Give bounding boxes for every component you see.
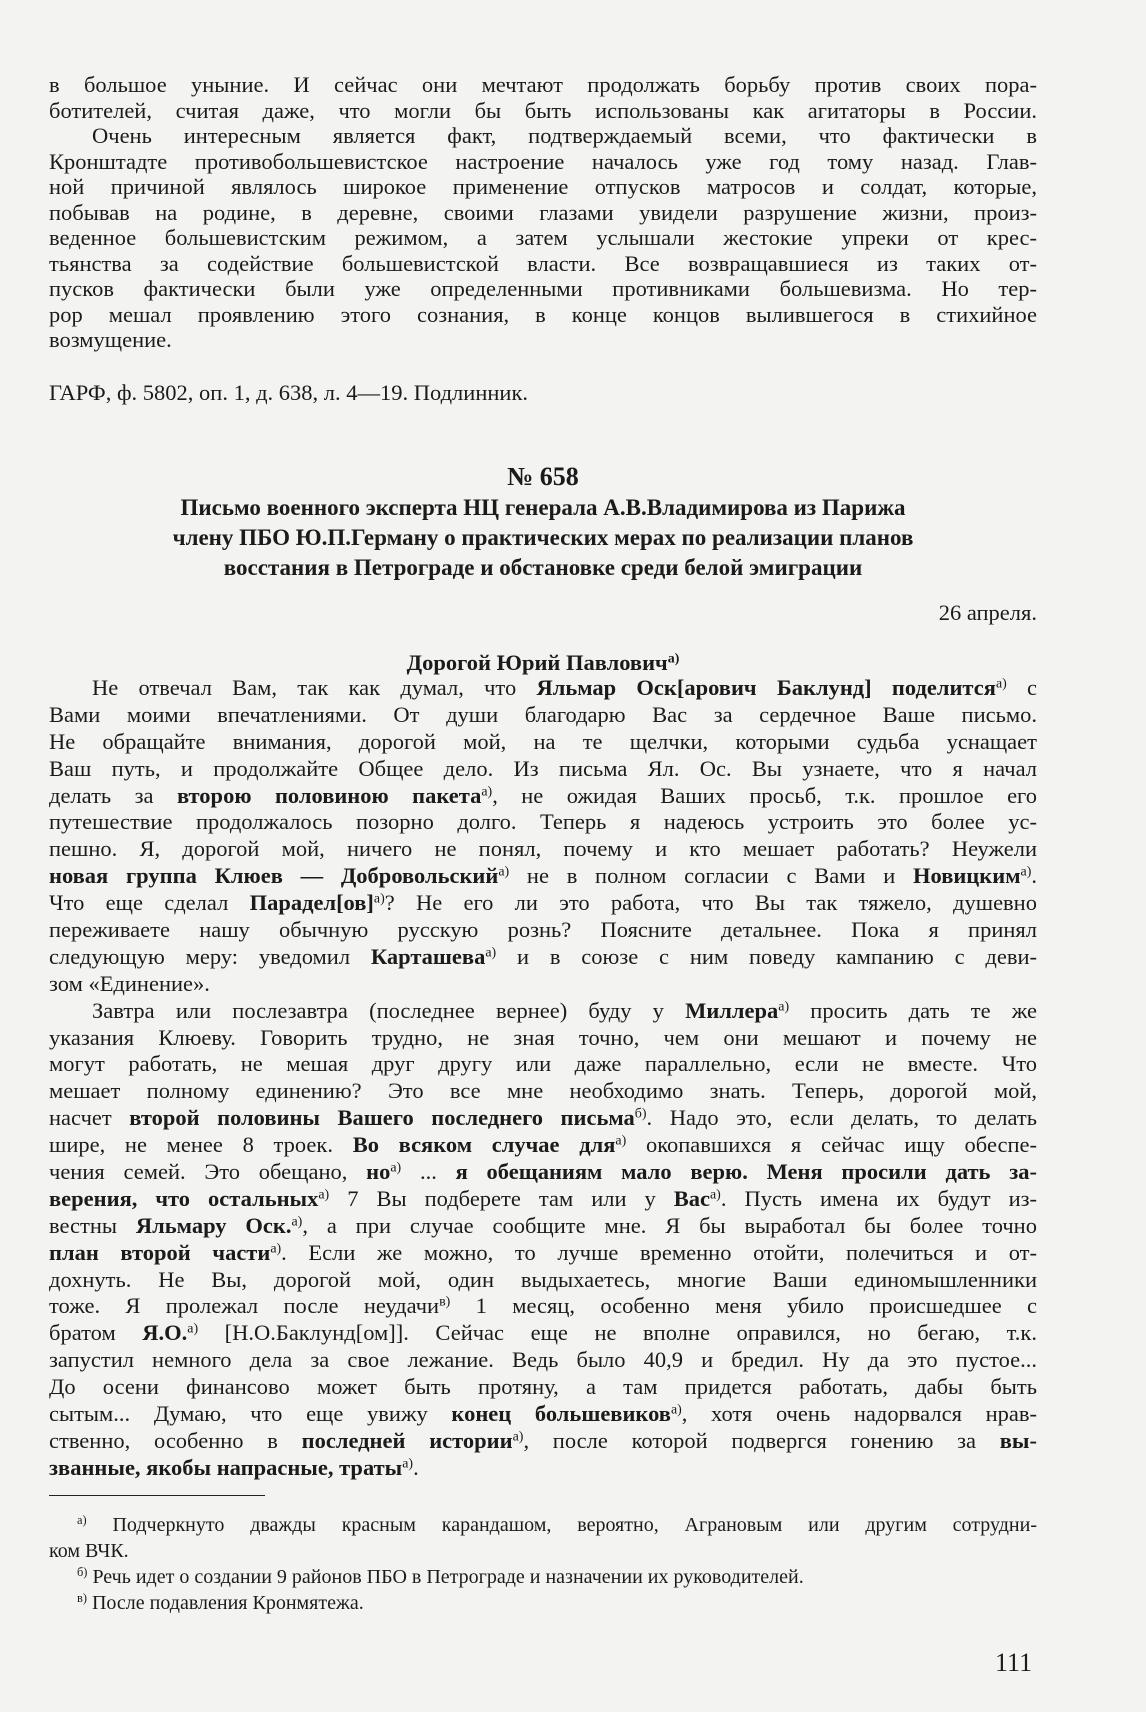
text-run: . Если же можно, то лучше временно отойти, полечиться и от- — [281, 1239, 1037, 1265]
text-line — [49, 225, 1037, 251]
text-run: не в полном согласии с Вами и — [509, 863, 913, 889]
text-run: переживаете нашу обычную русскую рознь? Поясните детальнее. Пока я принял — [49, 917, 1037, 943]
text-run: . — [413, 1454, 419, 1480]
text-run: ком ВЧК. — [49, 1540, 129, 1562]
text-run: , а при случае сообщите мне. Я бы выработал бы более точно — [302, 1212, 1037, 1238]
text-run: зом «Единение». — [49, 970, 210, 996]
text-run: пешно. Я, дорогой мой, ничего не понял, почему и кто мешает работать? Неужели — [49, 836, 1037, 862]
bold-text-run: но — [366, 1159, 391, 1185]
text-run: Завтра или послезавтра (последнее вернее) буду у — [92, 997, 686, 1023]
archival-source: ГАРФ, ф. 5802, оп. 1, д. 638, л. 4—19. Подлинник. — [49, 380, 529, 405]
text-line — [49, 1455, 1037, 1482]
text-run: Очень интересным является факт, подтверждаемый всеми, что фактически в — [92, 123, 1037, 148]
text-run: и в союзе с ним поведу кампанию с деви- — [496, 943, 1037, 969]
bold-text-run: план второй части — [49, 1239, 271, 1265]
text-line — [49, 1078, 1037, 1105]
text-run: 1 месяц, особенно меня убило происшедшее с — [450, 1293, 1037, 1319]
bold-text-run: Во всяком случае для — [352, 1132, 616, 1158]
title-line: восстания в Петрограде и обстановке среди белой эмиграции — [223, 555, 863, 580]
text-line — [49, 1428, 1037, 1455]
text-line — [49, 302, 1037, 328]
footnote-marker: а) — [485, 945, 497, 961]
footnotes — [49, 1512, 1037, 1616]
text-run: тоже. Я пролежал после неудачи — [49, 1293, 440, 1319]
text-run: дохнуть. Не Вы, дорогой мой, один выдыхаетесь, многие Ваши единомышленники — [49, 1266, 1037, 1292]
footnote-marker: в) — [439, 1294, 451, 1310]
text-line — [49, 1186, 1037, 1213]
text-run: пусков фактически были уже определенными противниками большевизма. Но тер- — [49, 276, 1037, 301]
text-run: могут работать, не мешая друг другу или даже параллельно, если не вместе. Что — [49, 1051, 1037, 1077]
footnote-marker: а) — [390, 1160, 402, 1176]
text-line — [49, 1240, 1037, 1267]
document-title — [49, 493, 1037, 583]
text-line — [49, 944, 1037, 971]
text-run: ботителей, считая даже, что могли бы быть использованы как агитаторы в России. — [49, 97, 1037, 123]
text-line — [49, 1159, 1037, 1186]
bold-text-run: конец большевиков — [451, 1401, 671, 1427]
bold-text-run: второй половины Вашего последнего письма — [129, 1105, 635, 1131]
text-run: [Н.О.Баклунд[ом]]. Сейчас еще не вполне оправился, но бегаю, т.к. — [198, 1320, 1037, 1346]
footnote-marker: а) — [1020, 864, 1032, 880]
text-run: . — [1031, 863, 1037, 889]
bold-text-run: я обещаниям мало верю. Меня просили дать за- — [455, 1159, 1037, 1185]
text-line — [49, 200, 1037, 226]
salutation-text: Дорогой Юрий Павлович — [406, 650, 668, 675]
text-line — [49, 98, 1037, 124]
text-run: ... — [401, 1159, 456, 1185]
text-line — [49, 1213, 1037, 1240]
footnote-divider — [49, 1495, 265, 1496]
bold-text-run: Новицким — [913, 863, 1021, 889]
text-run: братом — [49, 1320, 143, 1346]
text-line — [49, 1374, 1037, 1401]
bold-text-run: Яльмару Оск. — [135, 1212, 292, 1238]
text-run: , хотя очень надорвался нрав- — [681, 1401, 1037, 1427]
text-line — [49, 809, 1037, 836]
text-run: путешествие продолжалось позорно долго. Теперь я надеюсь устроить это более ус- — [49, 809, 1037, 835]
text-run: с — [1006, 675, 1037, 700]
footnote-marker: в) — [77, 1591, 87, 1606]
text-line — [49, 174, 1037, 200]
text-line — [49, 1564, 1037, 1590]
text-run: . Надо это, если делать, то делать — [646, 1105, 1037, 1131]
title-line: члену ПБО Ю.П.Герману о практических мерах по реализации планов — [172, 525, 914, 550]
text-run: Вами моими впечатлениями. От души благодарю Вас за сердечное Ваше письмо. — [49, 701, 1037, 727]
document-number: № 658 — [507, 462, 579, 491]
text-run: 7 Вы подберете там или у — [329, 1185, 674, 1211]
text-line — [49, 890, 1037, 917]
footnote-marker: а) — [270, 1241, 282, 1257]
text-run: вестны — [49, 1212, 136, 1238]
text-run: следующую меру: уведомил — [49, 943, 371, 969]
text-run: Кронштадте противобольшевистское настроение началось уже год тому назад. Глав- — [49, 148, 1037, 174]
text-line — [49, 1347, 1037, 1374]
text-line — [49, 1512, 1037, 1538]
text-line — [49, 327, 1037, 353]
footnote-marker: а) — [667, 651, 680, 667]
text-run: запустил немного дела за свое лежание. Ведь было 40,9 и бредил. Ну да это пустое... — [49, 1347, 1037, 1373]
text-run: Не отвечал Вам, так как думал, что — [92, 675, 537, 700]
text-line — [49, 729, 1037, 756]
text-run: делать за — [49, 782, 177, 808]
text-line — [49, 72, 1037, 98]
title-line: Письмо военного эксперта НЦ генерала А.В.Владимирова из Парижа — [180, 495, 906, 520]
text-line — [49, 1401, 1037, 1428]
text-line — [49, 917, 1037, 944]
text-run: . Пусть имена их будут из- — [720, 1185, 1037, 1211]
footnote-marker: а) — [187, 1321, 199, 1337]
text-line — [49, 123, 1037, 149]
text-run: чения семей. Это обещано, — [49, 1159, 367, 1185]
footnote-marker: а) — [995, 676, 1007, 692]
text-run: ? Не его ли это работа, что Вы так тяжело, душевно — [384, 890, 1037, 916]
text-run: побывав на родине, в деревне, своими глазами увидели разрушение жизни, произ- — [49, 199, 1037, 225]
text-run: Подчеркнуто дважды красным карандашом, вероятно, Аграновым или другим сотрудни- — [86, 1514, 1037, 1536]
bold-text-run: верения, что остальных — [49, 1185, 319, 1211]
text-line — [49, 1051, 1037, 1078]
text-run: Что еще сделал — [49, 890, 250, 916]
bold-text-run: Карташева — [370, 943, 486, 969]
footnote-marker: а) — [670, 1402, 682, 1418]
text-line — [49, 702, 1037, 729]
text-run: указания Клюеву. Говорить трудно, не зная точно, чем они мешают и почему не — [49, 1024, 1037, 1050]
text-line — [49, 276, 1037, 302]
text-line — [49, 783, 1037, 810]
footnote-marker: а) — [291, 1214, 303, 1230]
text-run: шире, не менее 8 троек. — [49, 1132, 353, 1158]
text-line — [49, 1320, 1037, 1347]
text-line — [49, 971, 1037, 998]
text-run: ственно, особенно в — [49, 1427, 302, 1453]
footnote-marker: а) — [318, 1187, 330, 1203]
footnote-marker: а) — [481, 783, 493, 799]
bold-text-run: последней истории — [301, 1427, 513, 1453]
footnote-marker: б) — [634, 1106, 647, 1122]
bold-text-run: Я.О. — [142, 1320, 188, 1346]
text-line — [49, 1132, 1037, 1159]
text-run: окопавшихся я сейчас ищу обеспе- — [626, 1132, 1037, 1158]
text-run: ной причиной являлось широкое применение отпусков матросов и солдат, которые, — [49, 174, 1037, 199]
footnote-marker: а) — [77, 1513, 87, 1528]
text-run: После подавления Кронмятежа. — [86, 1592, 364, 1614]
text-line — [49, 1267, 1037, 1294]
text-line — [49, 1538, 1037, 1564]
preceding-document-text — [49, 72, 1037, 353]
text-line — [49, 1590, 1037, 1616]
text-line — [49, 1293, 1037, 1320]
salutation — [49, 650, 1037, 676]
footnote-marker: а) — [373, 891, 385, 907]
text-run: в большое уныние. И сейчас они мечтают продолжать борьбу против своих пора- — [49, 72, 1037, 97]
text-run: веденное большевистским режимом, а затем услышали жестокие упреки от крес- — [49, 225, 1037, 250]
text-run: мешает полному единению? Это все мне необходимо знать. Теперь, дорогой мой, — [49, 1078, 1037, 1104]
bold-text-run: новая группа Клюев — Добровольский — [49, 863, 499, 889]
text-run: тьянства за содействие большевистской власти. Все возвращавшиеся из таких от- — [49, 250, 1037, 276]
text-run: Ваш путь, и продолжайте Общее дело. Из письма Ял. Ос. Вы узнаете, что я начал — [49, 755, 1037, 781]
document-date: 26 апреля. — [938, 600, 1037, 625]
bold-text-run: званные, якобы напрасные, траты — [49, 1454, 403, 1480]
text-run: , после которой подвергся гонению за — [523, 1427, 1000, 1453]
text-run: Не обращайте внимания, дорогой мой, на те щелчки, которыми судьба уснащает — [49, 728, 1037, 754]
text-run: просить дать те же — [789, 997, 1037, 1023]
bold-text-run: Яльмар Оск[арович Баклунд] поделится — [536, 675, 996, 700]
text-line — [49, 251, 1037, 277]
footnote-marker: б) — [77, 1565, 88, 1580]
text-line — [49, 149, 1037, 175]
bold-text-run: Парадел[ов] — [249, 890, 374, 916]
text-line — [49, 1105, 1037, 1132]
text-run: , не ожидая Ваших просьб, т.к. прошлое его — [492, 782, 1037, 808]
footnote-marker: а) — [498, 864, 510, 880]
text-line — [49, 756, 1037, 783]
footnote-marker: а) — [778, 999, 790, 1015]
text-run: возмущение. — [49, 327, 172, 352]
text-run: насчет — [49, 1105, 130, 1131]
bold-text-run: второю половиною пакета — [176, 782, 482, 808]
text-line — [49, 675, 1037, 702]
footnote-marker: а) — [710, 1187, 721, 1203]
letter-body — [49, 675, 1037, 1482]
footnote-marker: а) — [615, 1133, 627, 1149]
page-number: 111 — [995, 1648, 1033, 1677]
text-run: рор мешал проявлению этого сознания, в конце концов вылившегося в стихийное — [49, 301, 1037, 327]
text-line — [49, 1025, 1037, 1052]
text-run: До осени финансово может быть протяну, а там придется работать, дабы быть — [49, 1374, 1037, 1400]
bold-text-run: вы- — [999, 1427, 1037, 1453]
footnote-marker: а) — [402, 1456, 414, 1472]
bold-text-run: Вас — [673, 1185, 710, 1211]
text-run: Речь идет о создании 9 районов ПБО в Петрограде и назначении их руководителей. — [87, 1566, 804, 1588]
text-line — [49, 863, 1037, 890]
text-line — [49, 998, 1037, 1025]
text-line — [49, 836, 1037, 863]
text-run: сытым... Думаю, что еще увижу — [49, 1401, 452, 1427]
bold-text-run: Миллера — [685, 997, 779, 1023]
footnote-marker: а) — [512, 1429, 524, 1445]
